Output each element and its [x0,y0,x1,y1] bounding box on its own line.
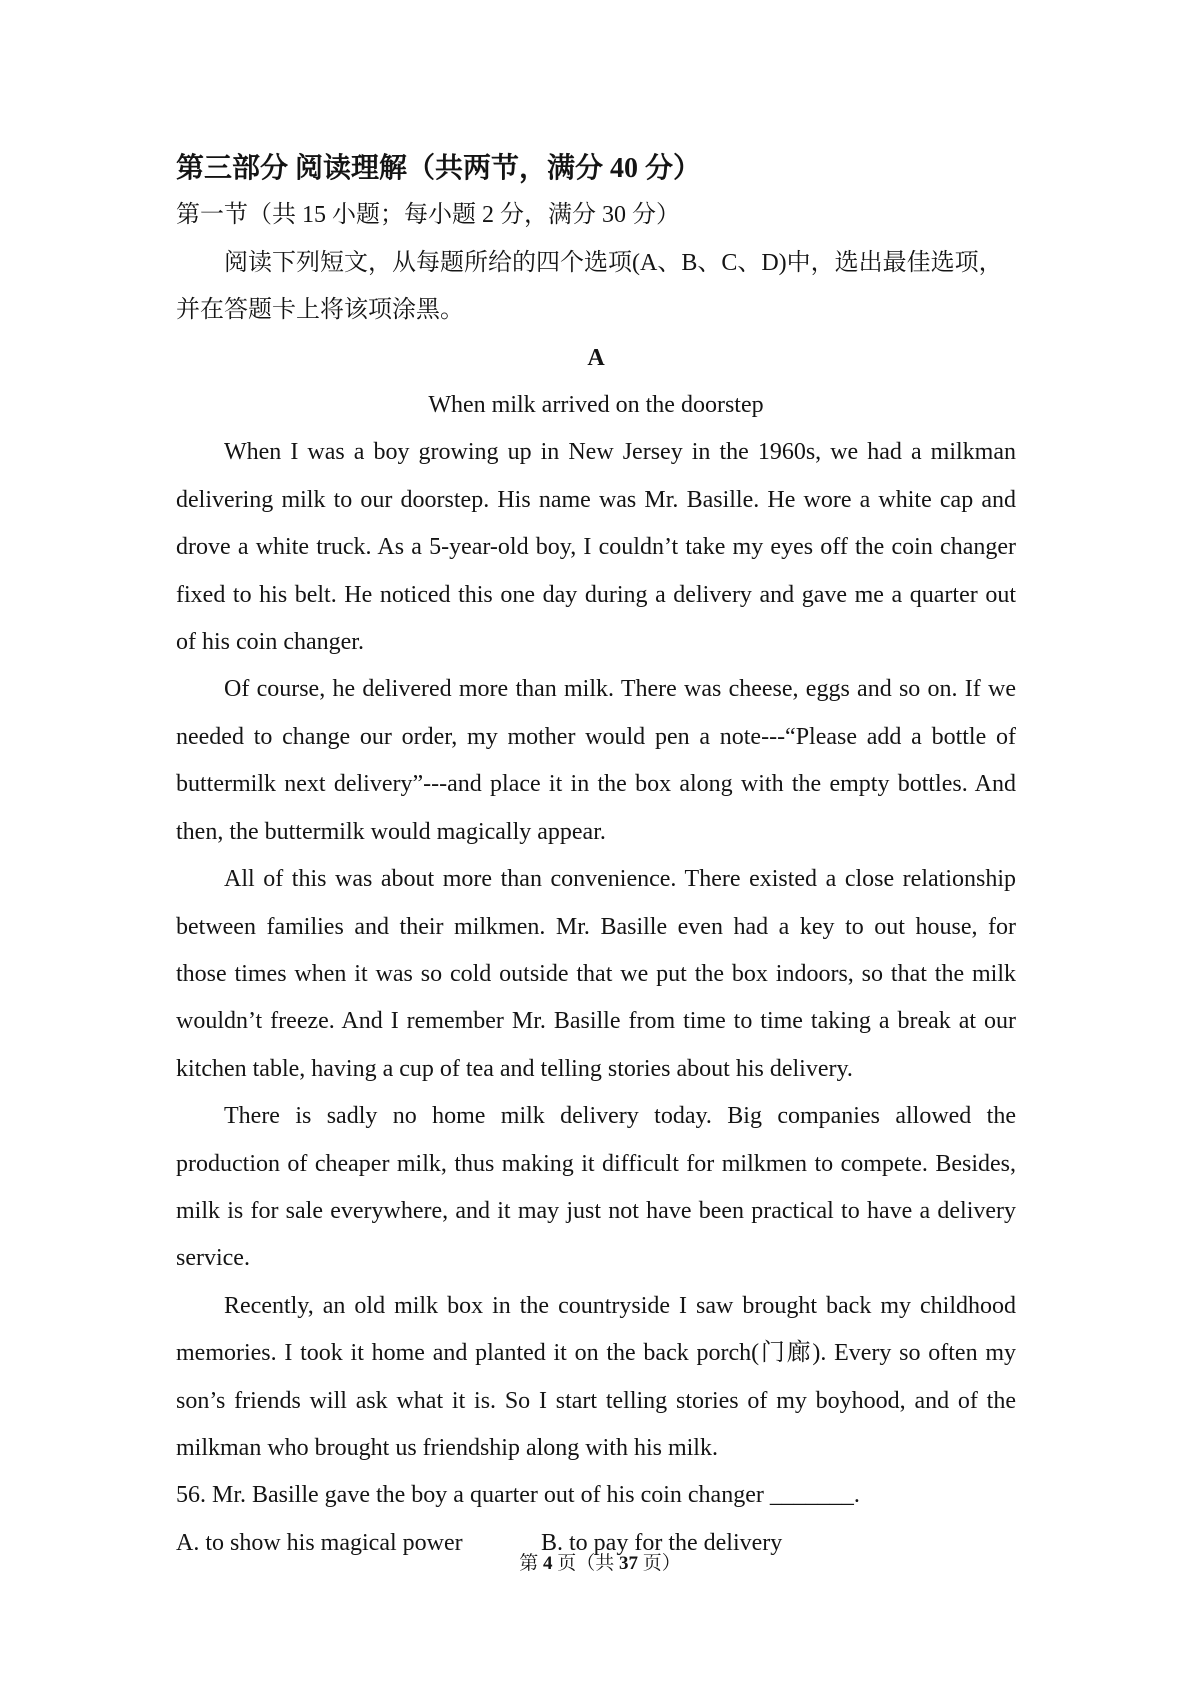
passage-line: There is sadly no home milk delivery today. Big companies allowed the [224,1103,1016,1130]
question-56-option-a: A. to show his magical power [176,1529,463,1556]
passage-line: Recently, an old milk box in the countryside I saw brought back my childhood [224,1292,1016,1319]
passage-line: then, the buttermilk would magically appear. [176,818,606,845]
footer-total-pages: 37 [619,1553,638,1574]
passage-paragraph-1 [176,429,1016,666]
page-content [176,145,1016,1567]
footer-suffix: 页） [638,1553,681,1574]
subsection-heading: 第一节（共 15 小题；每小题 2 分，满分 30 分） [176,202,680,229]
question-56: 56. Mr. Basille gave the boy a quarter out of his coin changer _______. [176,1482,860,1509]
footer-middle: 页（共 [552,1553,619,1574]
passage-line: production of cheaper milk, thus making it difficult for milkmen to compete. Besides, [176,1150,1016,1177]
passage-line: milkman who brought us friendship along with his milk. [176,1434,718,1461]
passage-line: of his coin changer. [176,629,364,656]
footer-page-number: 4 [542,1553,553,1574]
passage-line: buttermilk next delivery”---and place it in the box along with the empty bottles. And [176,771,1016,798]
passage-paragraph-3 [176,856,1016,1093]
passage-line: delivering milk to our doorstep. His name was Mr. Basille. He wore a white cap and [176,486,1016,513]
passage-line: When I was a boy growing up in New Jersey in the 1960s, we had a milkman [224,439,1016,466]
passage-paragraph-5 [176,1283,1016,1473]
page-footer [0,1550,1200,1578]
passage-line: service. [176,1245,250,1272]
passage-line: Of course, he delivered more than milk. There was cheese, eggs and so on. If we [224,676,1016,703]
passage-line: son’s friends will ask what it is. So I start telling stories of my boyhood, and of the [176,1387,1016,1414]
instruction-line-1: 阅读下列短文，从每题所给的四个选项(A、B、C、D)中，选出最佳选项， [224,249,1003,276]
passage-line: needed to change our order, my mother would pen a note---“Please add a bottle of [176,723,1016,750]
instruction-line-2: 并在答题卡上将该项涂黑。 [176,297,464,324]
question-56-option-b: B. to pay for the delivery [541,1529,783,1556]
passage-line: kitchen table, having a cup of tea and telling stories about his delivery. [176,1055,853,1082]
passage-paragraph-2 [176,666,1016,856]
passage-line: fixed to his belt. He noticed this one day during a delivery and gave me a quarter out [176,581,1016,608]
passage-label: A [587,344,605,371]
section-heading: 第三部分 阅读理解（共两节，满分 40 分） [176,153,702,184]
passage-line: between families and their milkmen. Mr. Basille even had a key to out house, for [176,913,1016,940]
passage-paragraph-4 [176,1093,1016,1283]
passage-line: All of this was about more than convenience. There existed a close relationship [224,866,1016,893]
footer-prefix: 第 [519,1553,543,1574]
passage-line: memories. I took it home and planted it on the back porch(门廊). Every so often my [176,1340,1016,1367]
passage-line: milk is for sale everywhere, and it may just not have been practical to have a delivery [176,1197,1016,1224]
passage-title: When milk arrived on the doorstep [428,392,764,419]
passage-line: drove a white truck. As a 5-year-old boy, I couldn’t take my eyes off the coin changer [176,534,1016,561]
passage-line: those times when it was so cold outside that we put the box indoors, so that the milk [176,960,1016,987]
passage-line: wouldn’t freeze. And I remember Mr. Basille from time to time taking a break at our [176,1008,1016,1035]
